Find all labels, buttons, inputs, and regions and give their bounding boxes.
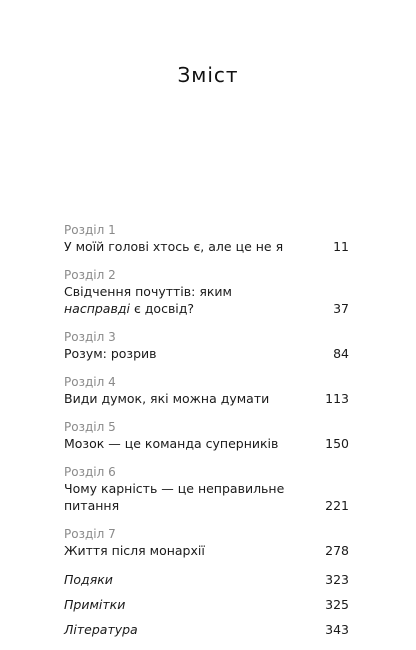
chapter-label: Розділ 7 xyxy=(64,527,116,541)
chapter-label: Розділ 6 xyxy=(64,465,116,479)
chapter-label: Розділ 3 xyxy=(64,330,116,344)
chapter-title: Розум: розрив xyxy=(64,346,157,361)
page-number: 11 xyxy=(333,239,349,254)
toc-entry xyxy=(64,390,349,407)
toc-entry xyxy=(64,345,349,362)
chapter-title-emphasis: насправді xyxy=(64,301,130,316)
toc-chapter-3[interactable] xyxy=(64,329,349,362)
toc-chapter-6[interactable] xyxy=(64,464,349,514)
chapter-title: Життя після монархії xyxy=(64,543,205,558)
page-number: 84 xyxy=(333,346,349,361)
chapter-label: Розділ 2 xyxy=(64,268,116,282)
toc-entry xyxy=(64,283,349,317)
toc-entry xyxy=(64,542,349,559)
toc-back-literature[interactable] xyxy=(64,621,349,638)
page-number: 323 xyxy=(325,572,349,587)
chapter-title xyxy=(64,283,333,317)
toc-chapter-4[interactable] xyxy=(64,374,349,407)
chapter-title: Чому карність — це неправильне питання xyxy=(64,481,285,513)
toc-entry xyxy=(64,238,349,255)
chapter-title-line-2: є досвід? xyxy=(129,301,195,316)
toc-entry xyxy=(64,435,349,452)
chapter-label: Розділ 1 xyxy=(64,223,116,237)
back-matter xyxy=(64,571,349,638)
toc-chapter-7[interactable] xyxy=(64,526,349,559)
back-matter-title: Примітки xyxy=(64,597,126,612)
toc-chapter-1[interactable] xyxy=(64,222,349,255)
page-number: 221 xyxy=(325,498,349,513)
chapter-title: Мозок — це команда суперників xyxy=(64,436,279,451)
page-number: 343 xyxy=(325,622,349,637)
page-number: 278 xyxy=(325,543,349,558)
chapter-label: Розділ 4 xyxy=(64,375,116,389)
chapter-title: Види думок, які можна думати xyxy=(64,391,270,406)
back-matter-title: Подяки xyxy=(64,572,113,587)
chapter-title-line-1: Свідчення почуттів: яким xyxy=(64,284,232,299)
toc-back-notes[interactable] xyxy=(64,596,349,613)
page-number: 37 xyxy=(333,301,349,316)
page-number: 150 xyxy=(325,436,349,451)
page-number: 325 xyxy=(325,597,349,612)
back-matter-title: Література xyxy=(64,622,138,637)
toc-entry xyxy=(64,480,349,514)
page-number: 113 xyxy=(325,391,349,406)
chapter-label: Розділ 5 xyxy=(64,420,116,434)
chapter-title: У моїй голові хтось є, але це не я xyxy=(64,239,284,254)
table-of-contents xyxy=(64,222,349,646)
page-title: Зміст xyxy=(177,63,239,87)
toc-chapter-5[interactable] xyxy=(64,419,349,452)
toc-chapter-2[interactable] xyxy=(64,267,349,317)
toc-back-acknowledgements[interactable] xyxy=(64,571,349,588)
